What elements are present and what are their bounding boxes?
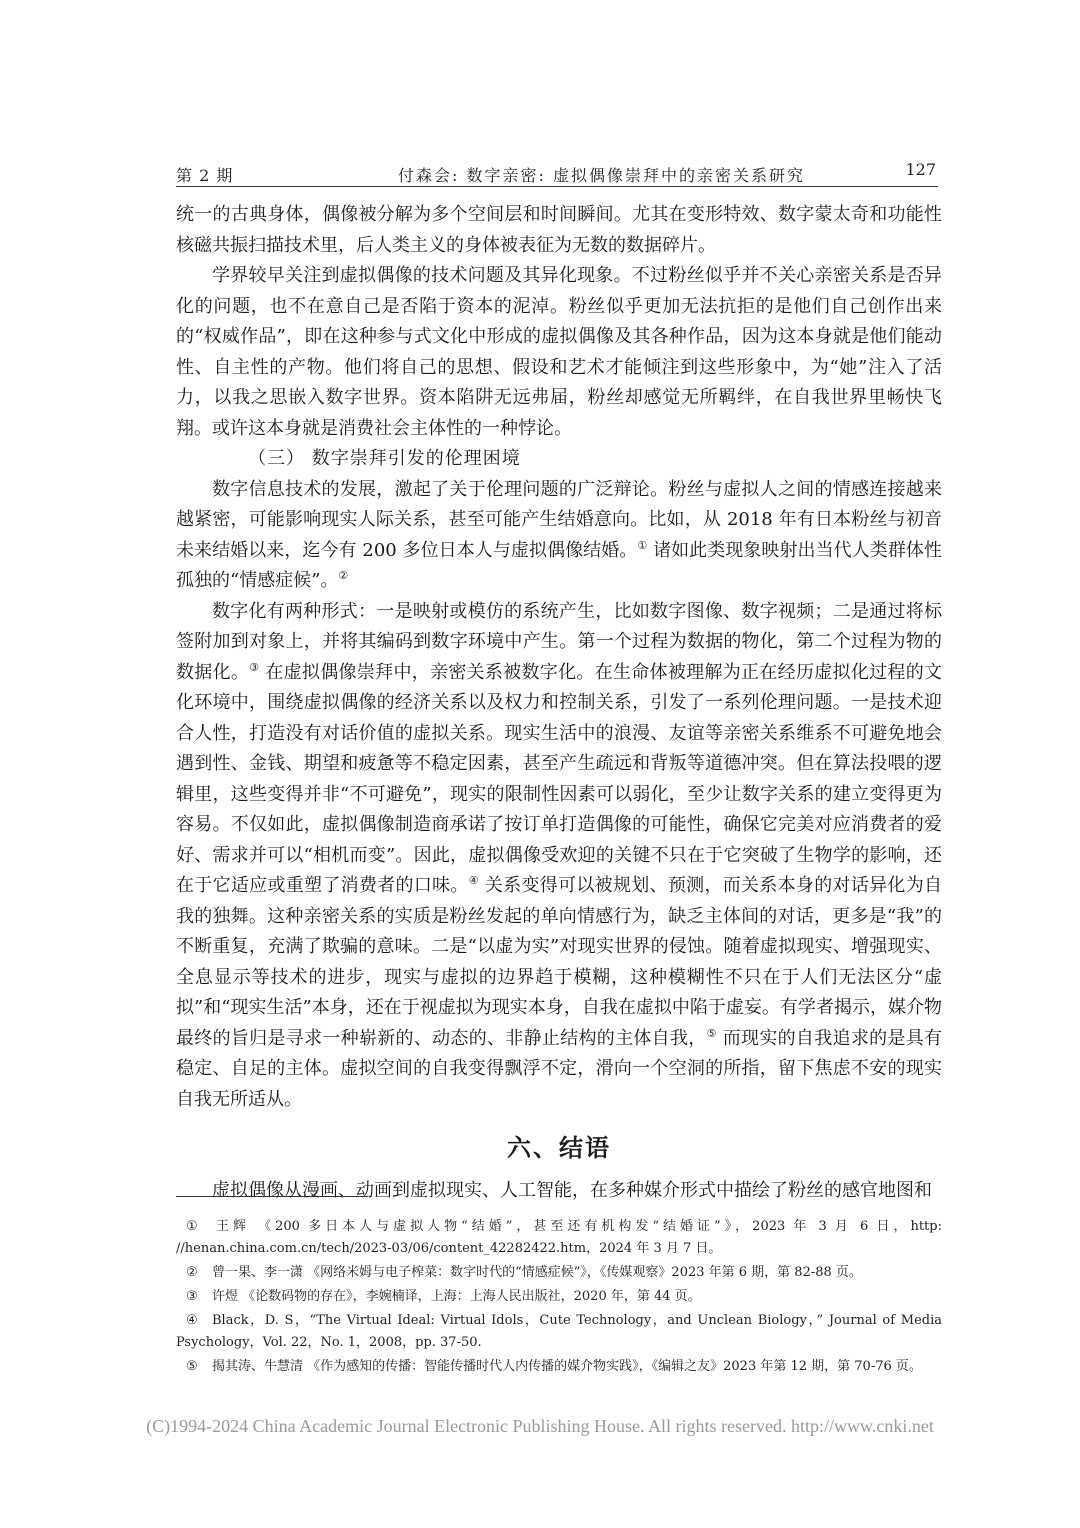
footnote — [176, 1310, 942, 1354]
footnote — [176, 1286, 942, 1308]
paragraph-text: 数字化有两种形式：一是映射或模仿的系统产生，比如数字图像、数字视频；二是通过将标签附加到对象上，并将其编码到数字环境中产生。第一个过程为数据的物化，第二个过程为物的数据化。 — [176, 600, 942, 683]
footnote — [176, 1356, 942, 1378]
paragraph: 统一的古典身体，偶像被分解为多个空间层和时间瞬间。尤其在变形特效、数字蒙太奇和功能性核磁共振扫描技术里，后人类主义的身体被表征为无数的数据碎片。 — [176, 204, 942, 256]
footnote-text: 许煜 《论数码物的存在》，李婉楠译，上海：上海人民出版社，2020 年，第 44 页。 — [212, 1289, 701, 1304]
paragraph: 虚拟偶像从漫画、动画到虚拟现实、人工智能，在多种媒介形式中描绘了粉丝的感官地图和 — [212, 1179, 932, 1201]
footnote-text: Black，D. S，“The Virtual Ideal: Virtual Idols，Cute Technology，and Unclean Biology，” Journal of Media Psychology，Vol. 22，No. 1，2008，pp. 37-50. — [176, 1313, 942, 1350]
footnotes — [176, 1216, 942, 1380]
running-header — [176, 160, 938, 187]
paragraph-text: 数字信息技术的发展，激起了关于伦理问题的广泛辩论。粉丝与虚拟人之间的情感连接越来越紧密，可能影响现实人际关系，甚至可能产生结婚意向。比如，从 2018 年有日本粉丝与初音未来结婚以来，迄今有 200 多位日本人与虚拟偶像结婚。 — [176, 478, 942, 561]
paragraph-text: 关系变得可以被规划、预测，而关系本身的对话异化为自我的独舞。这种亲密关系的实质是粉丝发起的单向情感行为，缺乏主体间的对话，更多是“我”的不断重复，充满了欺骗的意味。二是“以虚为实”对现实世界的侵蚀。随着虚拟现实、增强现实、全息显示等技术的进步，现实与虚拟的边界趋于模糊，这种模糊性不只在于人们无法区分“虚拟”和“现实生活”本身，还在于视虚拟为现实本身，自我在虚拟中陷于虚妄。有学者揭示，媒介物最终的旨归是寻求一种崭新的、动态的、非静止结构的主体自我， — [176, 875, 942, 1049]
footnote-number: ④ — [186, 1313, 198, 1328]
issue-label: 第 2 期 — [176, 166, 234, 185]
footnote — [176, 1262, 942, 1284]
main-text — [176, 200, 942, 1206]
footnote-ref[interactable]: ④ — [468, 874, 479, 887]
page-number: 127 — [905, 160, 936, 179]
paragraph-text: 而现实的自我追求的是具有稳定、自足的主体。虚拟空间的自我变得飘浮不定，滑向一个空洞的所指，留下焦虑不安的现实自我无所适从。 — [176, 1027, 942, 1110]
footnote-number: ② — [186, 1265, 198, 1280]
paragraph-text: 诸如此类现象映射出当代人类群体性孤独的“情感症候”。 — [176, 539, 942, 591]
footnote-ref[interactable]: ⑤ — [706, 1026, 717, 1040]
copyright-notice: (C)1994-2024 China Academic Journal Electronic Publishing House. All rights reserved. http://www.cnki.net — [146, 1416, 934, 1436]
footnote-text: 揭其涛、牛慧清 《作为感知的传播：智能传播时代人内传播的媒介物实践》，《编辑之友》2023 年第 12 期，第 70-76 页。 — [212, 1359, 922, 1374]
footnote-ref[interactable]: ② — [338, 569, 349, 582]
footnote-text: 王辉 《200 多日本人与虚拟人物“结婚”，甚至还有机构发“结婚证”》，2023 年 3 月 6 日，http: //henan.china.com.cn/tech/2023-03/06/content_42282422.htm，2024 年 3 月 7 日。 — [176, 1219, 942, 1256]
subsection-heading: （三） 数字崇拜引发的伦理困境 — [248, 448, 521, 469]
footnote-divider — [176, 1196, 368, 1197]
footnote-ref[interactable]: ① — [637, 538, 648, 552]
footnote-ref[interactable]: ③ — [249, 660, 260, 674]
running-title: 付森会: 数字亲密: 虚拟偶像崇拜中的亲密关系研究 — [398, 166, 805, 185]
paragraph: 学界较早关注到虚拟偶像的技术问题及其异化现象。不过粉丝似乎并不关心亲密关系是否异化的问题，也不在意自己是否陷于资本的泥淖。粉丝似乎更加无法抗拒的是他们自己创作出来的“权威作品”，即在这种参与式文化中形成的虚拟偶像及其各种作品，因为这本身就是他们能动性、自主性的产物。他们将自己的思想、假设和艺术才能倾注到这些形象中，为“她”注入了活力，以我之思嵌入数字世界。资本陷阱无远弗届，粉丝却感觉无所羁绊，在自我世界里畅快飞翔。或许这本身就是消费社会主体性的一种悖论。 — [176, 265, 942, 439]
paragraph — [176, 597, 942, 1116]
footnote-number: ① — [186, 1219, 198, 1234]
paragraph — [176, 475, 942, 597]
footnote-number: ③ — [186, 1289, 198, 1304]
footnote — [176, 1216, 942, 1260]
footnote-text: 曾一果、李一潇 《网络米姆与电子榨菜：数字时代的“情感症候”》，《传媒观察》2023 年第 6 期，第 82-88 页。 — [212, 1265, 862, 1280]
section-title: 六、结语 — [507, 1134, 611, 1162]
footnote-number: ⑤ — [186, 1359, 198, 1374]
paragraph-text: 在虚拟偶像崇拜中，亲密关系被数字化。在生命体被理解为正在经历虚拟化过程的文化环境中，围绕虚拟偶像的经济关系以及权力和控制关系，引发了一系列伦理问题。一是技术迎合人性，打造没有对话价值的虚拟关系。现实生活中的浪漫、友谊等亲密关系维系不可避免地会遇到性、金钱、期望和疲惫等不稳定因素，甚至产生疏远和背叛等道德冲突。但在算法投喂的逻辑里，这些变得并非“不可避免”，现实的限制性因素可以弱化，至少让数字关系的建立变得更为容易。不仅如此，虚拟偶像制造商承诺了按订单打造偶像的可能性，确保它完美对应消费者的爱好、需求并可以“相机而变”。因此，虚拟偶像受欢迎的关键不只在于它突破了生物学的影响，还在于它适应或重塑了消费者的口味。 — [176, 661, 943, 896]
